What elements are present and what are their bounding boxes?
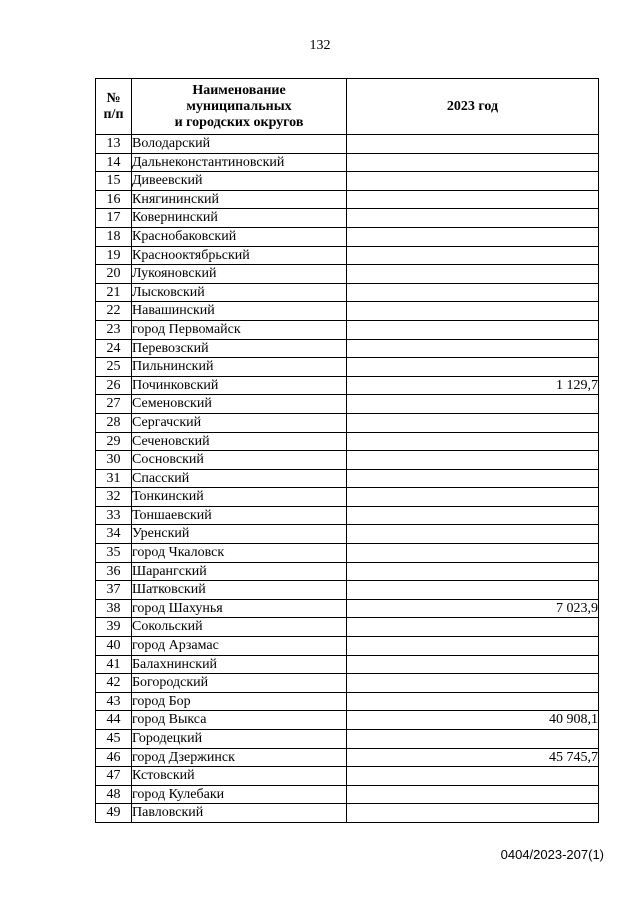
table-row [96, 413, 599, 432]
table-row [96, 804, 599, 823]
row-number: 28 [96, 413, 132, 432]
row-value [347, 525, 599, 544]
row-value [347, 135, 599, 154]
row-number: 32 [96, 488, 132, 507]
row-number: 29 [96, 432, 132, 451]
row-name: Навашинский [132, 302, 347, 321]
row-number: 37 [96, 581, 132, 600]
table-row [96, 358, 599, 377]
row-number: 39 [96, 618, 132, 637]
table-row [96, 283, 599, 302]
row-number: 34 [96, 525, 132, 544]
table-row [96, 674, 599, 693]
row-value [347, 581, 599, 600]
row-number: 46 [96, 748, 132, 767]
row-name: Сосновский [132, 451, 347, 470]
row-name: Сеченовский [132, 432, 347, 451]
row-value [347, 265, 599, 284]
row-name: Сокольский [132, 618, 347, 637]
row-value [347, 674, 599, 693]
table-row [96, 395, 599, 414]
row-name: Ковернинский [132, 209, 347, 228]
row-value [347, 618, 599, 637]
row-number: 47 [96, 767, 132, 786]
row-number: 27 [96, 395, 132, 414]
row-value [347, 730, 599, 749]
row-name: Краснобаковский [132, 227, 347, 246]
row-value [347, 655, 599, 674]
table-row [96, 711, 599, 730]
table-row [96, 153, 599, 172]
row-number: 17 [96, 209, 132, 228]
table-row [96, 581, 599, 600]
row-number: 16 [96, 190, 132, 209]
table-row [96, 172, 599, 191]
row-number: 36 [96, 562, 132, 581]
row-value [347, 785, 599, 804]
row-number: 26 [96, 376, 132, 395]
row-value [347, 320, 599, 339]
row-value [347, 395, 599, 414]
row-name: Шарангский [132, 562, 347, 581]
row-name: Перевозский [132, 339, 347, 358]
row-value [347, 469, 599, 488]
table-header-row [96, 79, 599, 135]
row-name: Балахнинский [132, 655, 347, 674]
row-value [347, 562, 599, 581]
row-number: 21 [96, 283, 132, 302]
row-name: Краснооктябрьский [132, 246, 347, 265]
row-number: 49 [96, 804, 132, 823]
row-value [347, 451, 599, 470]
row-value: 40 908,1 [347, 711, 599, 730]
budget-table [95, 78, 599, 823]
table-row [96, 246, 599, 265]
header-year: 2023 год [347, 79, 599, 135]
table-row [96, 209, 599, 228]
row-value [347, 227, 599, 246]
row-value [347, 488, 599, 507]
table-row [96, 320, 599, 339]
row-number: 33 [96, 506, 132, 525]
row-number: 45 [96, 730, 132, 749]
row-value: 7 023,9 [347, 599, 599, 618]
row-number: 30 [96, 451, 132, 470]
row-name: Кстовский [132, 767, 347, 786]
row-number: 35 [96, 544, 132, 563]
row-number: 15 [96, 172, 132, 191]
table-row [96, 748, 599, 767]
table-row [96, 506, 599, 525]
table-row [96, 339, 599, 358]
row-value [347, 506, 599, 525]
row-number: 25 [96, 358, 132, 377]
row-name: город Бор [132, 692, 347, 711]
table-row [96, 302, 599, 321]
row-number: 24 [96, 339, 132, 358]
row-value [347, 432, 599, 451]
row-name: Володарский [132, 135, 347, 154]
page-number: 132 [309, 38, 331, 53]
row-name: Пильнинский [132, 358, 347, 377]
table-row [96, 432, 599, 451]
table-row [96, 265, 599, 284]
row-value [347, 153, 599, 172]
row-number: 19 [96, 246, 132, 265]
row-name: Шатковский [132, 581, 347, 600]
row-name: город Дзержинск [132, 748, 347, 767]
row-name: город Шахунья [132, 599, 347, 618]
row-value [347, 190, 599, 209]
row-name: Тонкинский [132, 488, 347, 507]
row-value [347, 339, 599, 358]
row-name: Тоншаевский [132, 506, 347, 525]
row-number: 43 [96, 692, 132, 711]
row-value: 1 129,7 [347, 376, 599, 395]
table-row [96, 376, 599, 395]
row-name: Дивеевский [132, 172, 347, 191]
row-value [347, 172, 599, 191]
table-row [96, 785, 599, 804]
table-row [96, 730, 599, 749]
row-number: 22 [96, 302, 132, 321]
row-number: 13 [96, 135, 132, 154]
row-value [347, 804, 599, 823]
row-name: Княгининский [132, 190, 347, 209]
document-code: 0404/2023-207(1) [500, 847, 604, 862]
row-name: Лукояновский [132, 265, 347, 284]
row-number: 31 [96, 469, 132, 488]
table-row [96, 692, 599, 711]
row-number: 23 [96, 320, 132, 339]
table-body [96, 135, 599, 823]
row-value [347, 413, 599, 432]
row-name: Богородский [132, 674, 347, 693]
row-value [347, 302, 599, 321]
row-name: город Первомайск [132, 320, 347, 339]
row-number: 38 [96, 599, 132, 618]
header-name: Наименование муниципальных и городских округов [132, 79, 347, 135]
table-row [96, 469, 599, 488]
row-value [347, 209, 599, 228]
row-name: город Выкса [132, 711, 347, 730]
row-name: Семеновский [132, 395, 347, 414]
table-row [96, 618, 599, 637]
row-name: Городецкий [132, 730, 347, 749]
row-name: Сергачский [132, 413, 347, 432]
row-number: 41 [96, 655, 132, 674]
table-row [96, 190, 599, 209]
row-name: город Кулебаки [132, 785, 347, 804]
table-row [96, 451, 599, 470]
table-row [96, 544, 599, 563]
row-name: Починковский [132, 376, 347, 395]
row-name: Спасский [132, 469, 347, 488]
table-row [96, 562, 599, 581]
row-name: город Арзамас [132, 637, 347, 656]
header-number: № п/п [96, 79, 132, 135]
table-row [96, 135, 599, 154]
table-row [96, 637, 599, 656]
table-row [96, 655, 599, 674]
row-name: Лысковский [132, 283, 347, 302]
row-value [347, 637, 599, 656]
row-name: город Чкаловск [132, 544, 347, 563]
row-number: 20 [96, 265, 132, 284]
row-number: 40 [96, 637, 132, 656]
row-value [347, 358, 599, 377]
row-name: Уренский [132, 525, 347, 544]
table-row [96, 767, 599, 786]
table-row [96, 599, 599, 618]
table-row [96, 525, 599, 544]
row-number: 48 [96, 785, 132, 804]
row-value [347, 246, 599, 265]
table-row [96, 227, 599, 246]
row-value: 45 745,7 [347, 748, 599, 767]
row-number: 18 [96, 227, 132, 246]
table-row [96, 488, 599, 507]
row-name: Павловский [132, 804, 347, 823]
row-name: Дальнеконстантиновский [132, 153, 347, 172]
row-number: 44 [96, 711, 132, 730]
row-value [347, 544, 599, 563]
row-number: 42 [96, 674, 132, 693]
row-value [347, 692, 599, 711]
row-value [347, 767, 599, 786]
row-value [347, 283, 599, 302]
row-number: 14 [96, 153, 132, 172]
